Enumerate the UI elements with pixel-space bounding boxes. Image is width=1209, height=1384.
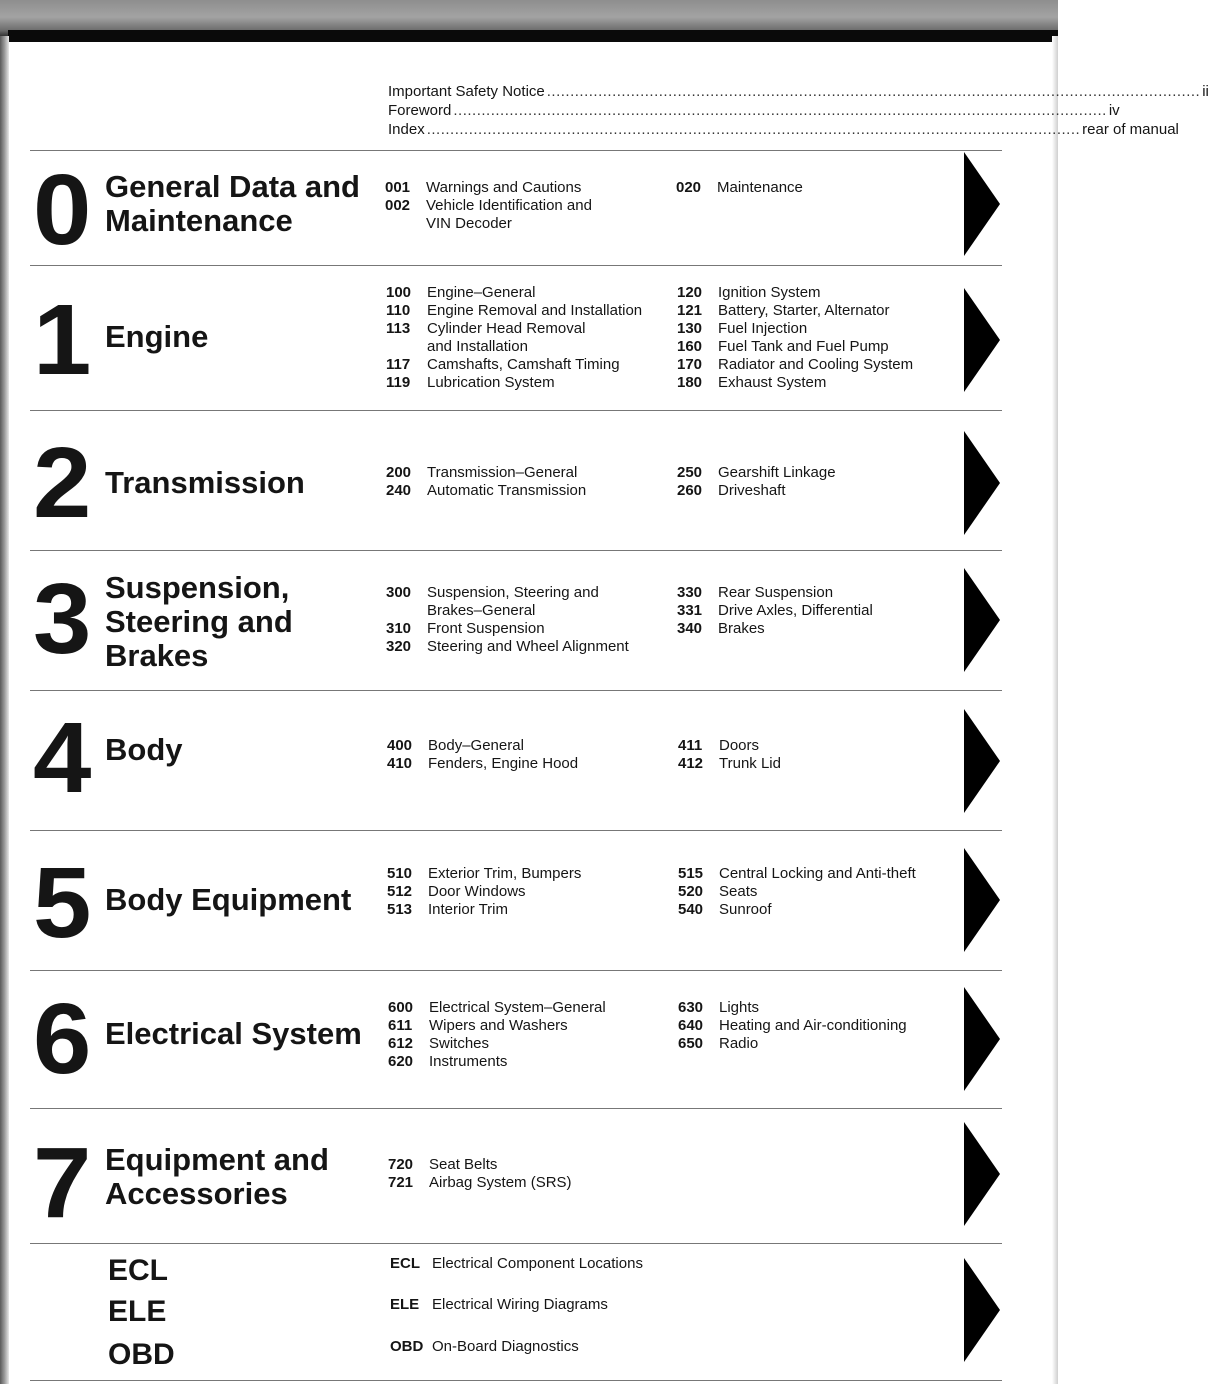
subsection-item[interactable]: 120 Ignition System: [677, 284, 821, 301]
subsection-item[interactable]: 180 Exhaust System: [677, 374, 827, 391]
subsection-item[interactable]: 130 Fuel Injection: [677, 320, 808, 337]
subsection-item[interactable]: 611 Wipers and Washers: [388, 1017, 568, 1034]
front-matter-entry[interactable]: [388, 82, 1209, 101]
subsection-item[interactable]: 121 Battery, Starter, Alternator: [677, 302, 890, 319]
subsection-item[interactable]: 330 Rear Suspension: [677, 584, 834, 601]
subsection-list-left: [387, 737, 578, 773]
section-tab-arrow-icon[interactable]: [964, 431, 1000, 535]
subsection-list-right: [678, 865, 916, 919]
subsection-list-right: [677, 464, 836, 500]
subsection-list-left: [386, 284, 642, 392]
section-number: 7: [33, 1127, 88, 1239]
section-divider: [30, 970, 1002, 971]
subsection-list-right: [677, 584, 873, 638]
section-tab-arrow-icon[interactable]: [964, 568, 1000, 672]
scan-page-top-border: [8, 30, 1058, 42]
subsection-item[interactable]: 640 Heating and Air-conditioning: [678, 1017, 907, 1034]
entry-label: Index: [388, 121, 425, 138]
subsection-item[interactable]: 721 Airbag System (SRS): [388, 1174, 572, 1191]
section-number: 3: [33, 563, 88, 675]
section-number: 1: [33, 284, 88, 396]
section-5[interactable]: [30, 833, 1000, 968]
subsection-item[interactable]: 020 Maintenance: [676, 179, 803, 196]
section-number: 6: [33, 983, 88, 1095]
front-matter: [388, 82, 1209, 139]
subsection-item[interactable]: 620 Instruments: [388, 1053, 508, 1070]
group-code-ele: ELE: [108, 1295, 167, 1328]
subsection-item[interactable]: 340 Brakes: [677, 620, 765, 637]
subsection-item[interactable]: 260 Driveshaft: [677, 482, 786, 499]
subsection-list-left: [387, 865, 581, 919]
section-number: 2: [33, 427, 88, 539]
subsection-item[interactable]: 170 Radiator and Cooling System: [677, 356, 914, 373]
section-tab-arrow-icon[interactable]: [964, 1122, 1000, 1226]
subsection-list-left: [386, 464, 586, 500]
section-divider: [30, 1380, 1002, 1381]
subsection-list-right: [678, 737, 781, 773]
subsection-item[interactable]: 512 Door Windows: [387, 883, 526, 900]
subsection-item[interactable]: 400 Body–General: [387, 737, 524, 754]
subsection-item[interactable]: 520 Seats: [678, 883, 758, 900]
section-tab-arrow-icon[interactable]: [964, 1258, 1000, 1362]
section-divider: [30, 1108, 1002, 1109]
subsection-list-right: [676, 179, 803, 197]
section-tab-arrow-icon[interactable]: [964, 288, 1000, 392]
subsection-item[interactable]: 300 Suspension, Steering and Brakes–General: [386, 584, 599, 619]
scan-left-edge: [0, 36, 9, 1384]
front-matter-entry[interactable]: [388, 120, 1179, 139]
section-0[interactable]: [30, 152, 1000, 264]
section-tab-arrow-icon[interactable]: [964, 709, 1000, 813]
scan-right-edge: [1052, 36, 1058, 1384]
section-divider: [30, 550, 1002, 551]
subsection-item[interactable]: 331 Drive Axles, Differential: [677, 602, 873, 619]
subsection-item[interactable]: 650 Radio: [678, 1035, 759, 1052]
section-6[interactable]: [30, 973, 1000, 1108]
subsection-item[interactable]: 200 Transmission–General: [386, 464, 578, 481]
subsection-item[interactable]: 240 Automatic Transmission: [386, 482, 587, 499]
section-tab-arrow-icon[interactable]: [964, 987, 1000, 1091]
subsection-item[interactable]: 113 Cylinder Head Removal and Installation: [386, 320, 586, 355]
subsection-list-left: [386, 584, 629, 656]
group-code-obd: OBD: [108, 1338, 175, 1371]
section-title: Suspension, Steering and Brakes: [105, 570, 293, 673]
group-code-ecl: ECL: [108, 1254, 168, 1287]
subsection-item[interactable]: 002 Vehicle Identification and VIN Decoder: [385, 197, 592, 232]
section-tab-arrow-icon[interactable]: [964, 152, 1000, 256]
subsection-list-left: [388, 999, 606, 1071]
section-number: 5: [33, 847, 88, 959]
entry-label: Important Safety Notice: [388, 83, 545, 100]
leader-dots: ............................................................................................................................................: [426, 121, 1081, 138]
subsection-item[interactable]: 117 Camshafts, Camshaft Timing: [386, 356, 620, 373]
subsection-item[interactable]: 612 Switches: [388, 1035, 490, 1052]
subsection-list-right: [677, 284, 913, 392]
section-title: Electrical System: [105, 1016, 362, 1051]
section-divider: [30, 410, 1002, 411]
section-divider: [30, 150, 1002, 151]
subsection-item[interactable]: 513 Interior Trim: [387, 901, 509, 918]
subsection-item[interactable]: 320 Steering and Wheel Alignment: [386, 638, 629, 655]
leader-dots: ............................................................................................................................................: [453, 102, 1107, 119]
section-4[interactable]: [30, 693, 1000, 828]
section-title: Body Equipment: [105, 882, 352, 917]
subsection-item[interactable]: 540 Sunroof: [678, 901, 772, 918]
subsection-list-left: [388, 1156, 572, 1192]
section-2[interactable]: [30, 413, 1000, 548]
subsection-list-left: [385, 179, 592, 233]
section-divider: [30, 830, 1002, 831]
section-divider: [30, 690, 1002, 691]
subsection-item[interactable]: 100 Engine–General: [386, 284, 536, 301]
subsection-item[interactable]: 720 Seat Belts: [388, 1156, 498, 1173]
subsection-item[interactable]: 110 Engine Removal and Installation: [386, 302, 643, 319]
section-1[interactable]: [30, 268, 1000, 408]
section-number: 0: [33, 154, 88, 266]
subsection-item[interactable]: 510 Exterior Trim, Bumpers: [387, 865, 582, 882]
section-title: Body: [105, 732, 183, 767]
section-title: Equipment and Accessories: [105, 1142, 329, 1211]
section-electrical-groups[interactable]: [30, 1246, 1000, 1376]
group-item[interactable]: OBD On-Board Diagnostics: [390, 1338, 579, 1355]
group-item[interactable]: ELE Electrical Wiring Diagrams: [390, 1296, 608, 1313]
subsection-item[interactable]: 515 Central Locking and Anti-theft: [678, 865, 916, 882]
section-7[interactable]: [30, 1111, 1000, 1241]
leader-dots: ............................................................................................................................................: [546, 83, 1201, 100]
subsection-item[interactable]: 412 Trunk Lid: [678, 755, 781, 772]
front-matter-entry[interactable]: [388, 101, 1120, 120]
subsection-item[interactable]: 119 Lubrication System: [386, 374, 555, 391]
section-divider: [30, 265, 1002, 266]
subsection-item[interactable]: 001 Warnings and Cautions: [385, 179, 582, 196]
group-item[interactable]: ECL Electrical Component Locations: [390, 1255, 643, 1272]
subsection-item[interactable]: 410 Fenders, Engine Hood: [387, 755, 579, 772]
section-tab-arrow-icon[interactable]: [964, 848, 1000, 952]
section-title: Transmission: [105, 465, 305, 500]
subsection-item[interactable]: 250 Gearshift Linkage: [677, 464, 836, 481]
entry-page: iv: [1108, 102, 1120, 119]
section-number: 4: [33, 702, 88, 814]
section-3[interactable]: [30, 553, 1000, 688]
subsection-item[interactable]: 160 Fuel Tank and Fuel Pump: [677, 338, 889, 355]
section-title: Engine: [105, 319, 209, 354]
entry-label: Foreword: [388, 102, 452, 119]
subsection-item[interactable]: 411 Doors: [678, 737, 760, 754]
section-divider: [30, 1243, 1002, 1244]
entry-page: ii: [1202, 83, 1209, 100]
subsection-item[interactable]: 630 Lights: [678, 999, 760, 1016]
section-title: General Data and Maintenance: [105, 169, 360, 238]
subsection-item[interactable]: 600 Electrical System–General: [388, 999, 606, 1016]
entry-page: rear of manual: [1082, 121, 1179, 138]
subsection-item[interactable]: 310 Front Suspension: [386, 620, 545, 637]
subsection-list-right: [678, 999, 907, 1053]
